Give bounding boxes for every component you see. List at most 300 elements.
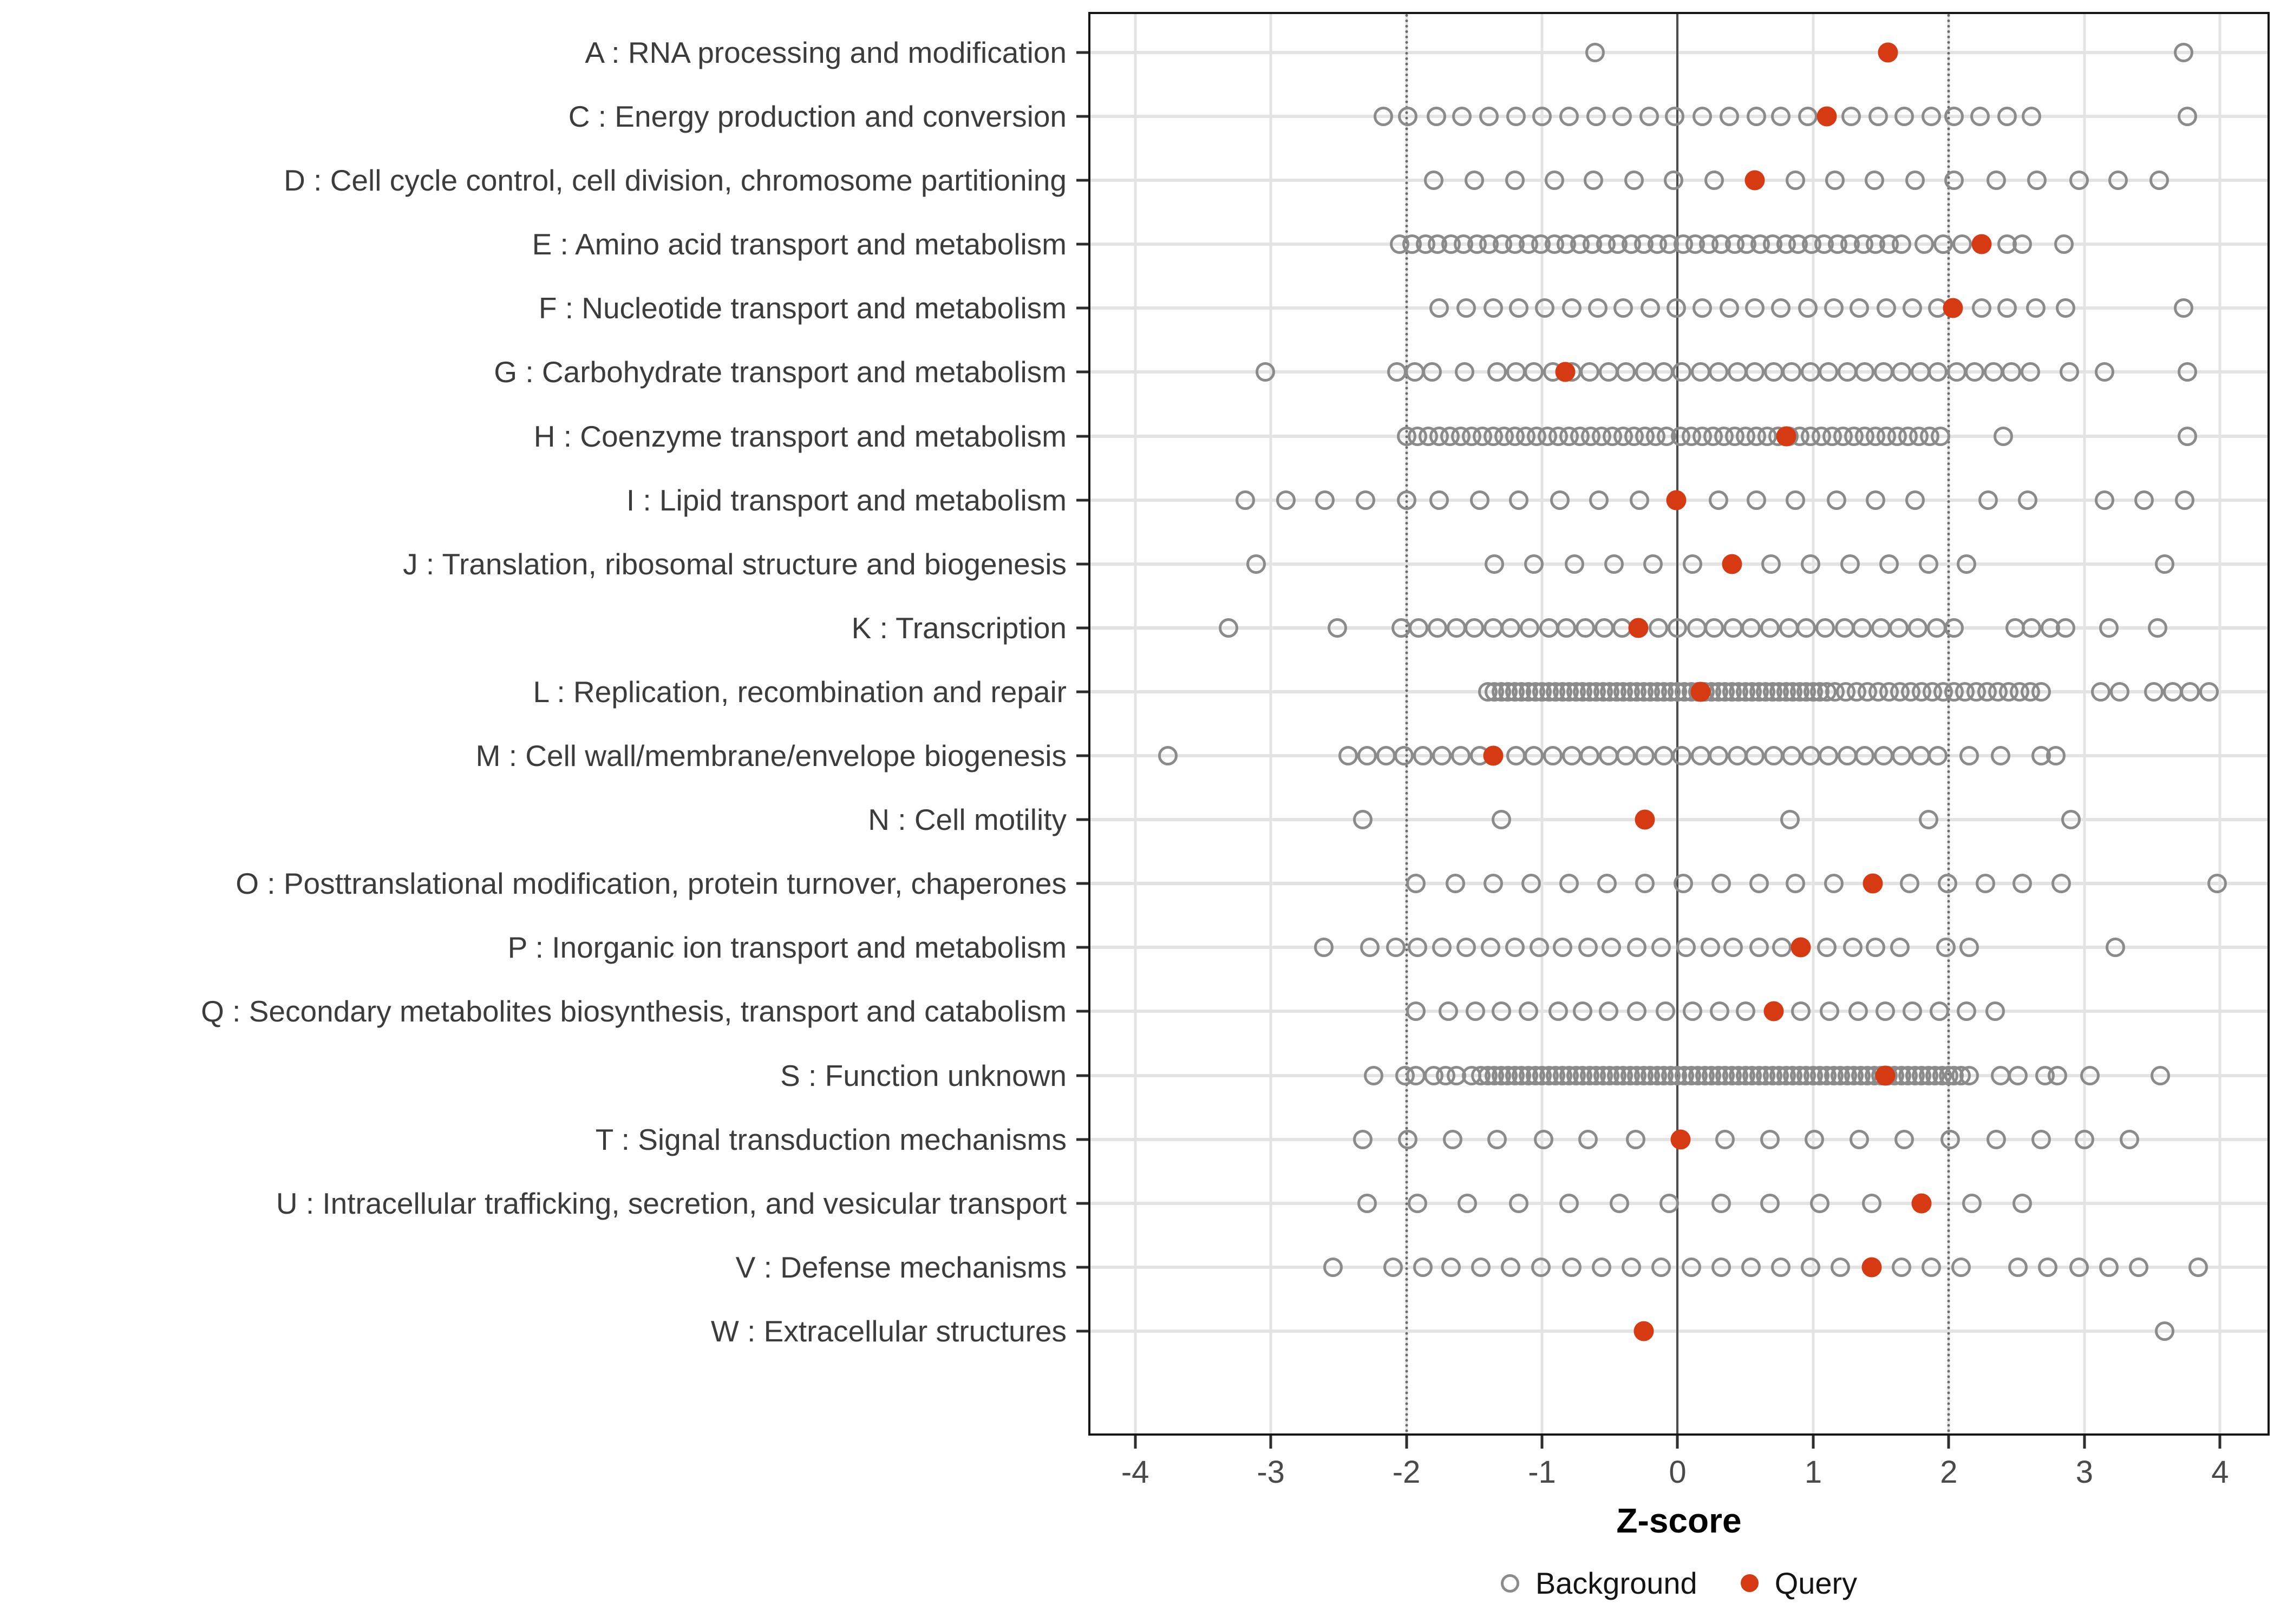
background-point (1641, 298, 1660, 318)
background-point (1771, 107, 1791, 126)
background-point (1801, 1258, 1820, 1277)
background-point (1360, 938, 1380, 957)
background-point (1635, 874, 1655, 893)
background-point (1862, 1194, 1881, 1213)
y-tick-mark (1076, 51, 1088, 54)
background-point (1616, 362, 1636, 382)
background-point (1627, 1001, 1646, 1021)
query-point (1628, 618, 1648, 638)
background-point (1509, 1194, 1528, 1213)
background-point (1786, 874, 1805, 893)
x-tick-mark (1812, 1436, 1814, 1449)
background-point (1562, 298, 1582, 318)
background-point (1850, 1130, 1869, 1149)
background-point (1584, 171, 1603, 190)
query-point (1666, 490, 1686, 510)
background-point (1610, 1194, 1629, 1213)
background-point (1723, 618, 1743, 638)
background-point (1328, 618, 1347, 638)
query-point (1670, 1129, 1690, 1149)
background-point (2022, 107, 2041, 126)
background-point (1796, 618, 1816, 638)
background-point (1984, 362, 2003, 382)
background-point (1451, 746, 1471, 765)
background-point (1545, 171, 1564, 190)
background-point (1602, 938, 1621, 957)
background-point (1928, 362, 1948, 382)
background-point (1711, 1194, 1731, 1213)
background-point (1987, 171, 2006, 190)
legend-item-query (1741, 1566, 1858, 1601)
background-point (2129, 1258, 2148, 1277)
background-point (1693, 107, 1712, 126)
y-tick-mark (1076, 1074, 1088, 1077)
background-point (1874, 746, 1893, 765)
y-tick-mark (1076, 946, 1088, 949)
background-point (1599, 362, 1618, 382)
background-point (2027, 171, 2047, 190)
background-point (1479, 107, 1499, 126)
background-point (1994, 427, 2013, 446)
background-point (1704, 618, 1724, 638)
background-point (2144, 682, 2164, 702)
background-point (1824, 298, 1844, 318)
background-point (1485, 554, 1504, 574)
background-point (1791, 1001, 1811, 1021)
background-point (1827, 490, 1846, 510)
background-point (2108, 171, 2128, 190)
background-point (1353, 1130, 1373, 1149)
vertical-gridline (1812, 14, 1814, 1433)
background-point (1991, 1066, 2010, 1085)
category-label: L : Replication, recombination and repair (533, 675, 1067, 709)
background-point (1997, 107, 2017, 126)
background-point (2148, 618, 2167, 638)
background-point (1905, 171, 1925, 190)
y-tick-mark (1076, 115, 1088, 117)
query-point-icon (1741, 1574, 1759, 1592)
background-point (2069, 1258, 2089, 1277)
background-point (1835, 618, 1854, 638)
category-label: D : Cell cycle control, cell division, chromosome partitioning (284, 163, 1067, 198)
category-label: Q : Secondary metabolites biosynthesis, transport and catabolism (201, 994, 1067, 1029)
background-point (1710, 1001, 1729, 1021)
query-point (1863, 874, 1883, 894)
query-point (1878, 42, 1898, 62)
background-point (1443, 1130, 1462, 1149)
background-point (1761, 554, 1781, 574)
background-point (1246, 554, 1266, 574)
background-point (1557, 618, 1576, 638)
y-tick-mark (1076, 626, 1088, 629)
background-point (1997, 298, 2017, 318)
category-label: V : Defense mechanisms (735, 1250, 1067, 1284)
background-point (1664, 171, 1683, 190)
query-point (1633, 1321, 1654, 1341)
background-point (1532, 107, 1552, 126)
background-point (1376, 746, 1396, 765)
background-point (1911, 746, 1930, 765)
background-point (1672, 746, 1691, 765)
background-point (1711, 1258, 1731, 1277)
background-point (2174, 43, 2193, 62)
background-point (1682, 1258, 1701, 1277)
background-point (2155, 1321, 2174, 1341)
vertical-gridline (1270, 14, 1272, 1433)
background-point (1801, 554, 1820, 574)
background-point (1643, 554, 1663, 574)
background-point (1728, 362, 1747, 382)
x-tick-label: -2 (1392, 1455, 1421, 1490)
background-point (1728, 746, 1747, 765)
background-point (1635, 746, 1655, 765)
background-point (1524, 362, 1544, 382)
x-tick-mark (1676, 1436, 1679, 1449)
background-point (1866, 490, 1885, 510)
background-point (1810, 1194, 1829, 1213)
background-point (2178, 107, 2197, 126)
background-point (1852, 618, 1872, 638)
background-point (1711, 874, 1731, 893)
category-label: G : Carbohydrate transport and metabolism (494, 355, 1067, 389)
background-point (1446, 874, 1465, 893)
x-tick-label: -1 (1528, 1455, 1556, 1490)
background-point (1578, 1130, 1598, 1149)
background-point (1505, 938, 1525, 957)
y-tick-mark (1076, 882, 1088, 885)
background-point (2012, 1194, 2032, 1213)
background-point (1315, 490, 1335, 510)
background-point (1911, 362, 1930, 382)
background-point (1506, 746, 1526, 765)
background-point (1892, 362, 1911, 382)
background-point (1952, 234, 1972, 254)
background-point (2207, 874, 2227, 893)
background-point (2012, 874, 2032, 893)
legend-label-background: Background (1535, 1566, 1697, 1600)
background-point (1819, 746, 1838, 765)
background-point (2022, 618, 2041, 638)
background-point (1613, 298, 1633, 318)
y-tick-mark (1076, 435, 1088, 437)
background-point (1668, 618, 1687, 638)
background-point (2095, 490, 2114, 510)
background-point (1919, 810, 1938, 829)
background-point (2048, 1066, 2067, 1085)
background-point (1427, 107, 1446, 126)
background-point (1413, 746, 1433, 765)
background-point (1521, 874, 1541, 893)
background-point (1519, 1001, 1538, 1021)
background-point (1357, 1194, 1377, 1213)
x-tick-label: 0 (1669, 1455, 1687, 1490)
background-point (1815, 618, 1835, 638)
background-point (1855, 362, 1874, 382)
background-point (2031, 1130, 2051, 1149)
background-point (1654, 746, 1674, 765)
background-point (1779, 618, 1799, 638)
background-point (2155, 554, 2174, 574)
background-point (2175, 490, 2194, 510)
background-point (1398, 1130, 1417, 1149)
background-point (1424, 171, 1443, 190)
background-point (1484, 298, 1503, 318)
background-point (1597, 874, 1617, 893)
category-label: I : Lipid transport and metabolism (626, 483, 1067, 517)
background-point (1938, 874, 1957, 893)
background-point (1709, 746, 1728, 765)
background-point (2163, 682, 2182, 702)
background-point (1487, 1130, 1507, 1149)
background-point (1865, 171, 1884, 190)
background-point (1780, 810, 1800, 829)
background-point (1978, 490, 1998, 510)
query-point (1555, 362, 1575, 382)
background-point (1817, 938, 1837, 957)
background-point (1256, 362, 1275, 382)
background-point (1276, 490, 1296, 510)
background-point (1667, 298, 1686, 318)
background-point (2008, 1066, 2028, 1085)
background-point (1534, 1130, 1553, 1149)
background-point (1962, 1194, 1982, 1213)
background-point (1824, 874, 1844, 893)
background-point (1627, 938, 1646, 957)
background-point (1422, 362, 1442, 382)
background-point (1868, 107, 1888, 126)
vertical-gridline (2219, 14, 2221, 1433)
background-point (1805, 1130, 1824, 1149)
background-point (1798, 107, 1818, 126)
category-label: W : Extracellular structures (710, 1314, 1067, 1348)
background-point (1622, 1258, 1641, 1277)
background-point (1559, 1194, 1579, 1213)
background-point (1922, 1258, 1941, 1277)
background-point (2120, 1130, 2139, 1149)
background-point (1825, 171, 1845, 190)
background-point (1944, 618, 1964, 638)
background-point (2038, 1258, 2057, 1277)
background-point (1747, 107, 1766, 126)
background-point (2021, 362, 2040, 382)
vertical-gridline (1134, 14, 1136, 1433)
background-point (1871, 618, 1891, 638)
background-point (1576, 618, 1595, 638)
background-point (1580, 362, 1599, 382)
background-point (1559, 874, 1579, 893)
background-point (1439, 1001, 1458, 1021)
background-point (1951, 1258, 1971, 1277)
background-point (1930, 1001, 1949, 1021)
background-point (1903, 298, 1922, 318)
y-tick-mark (1076, 818, 1088, 821)
background-point (1691, 362, 1710, 382)
background-point (1506, 362, 1526, 382)
background-point (1914, 234, 1934, 254)
reference-line-dotted (1405, 14, 1408, 1433)
background-point (1879, 554, 1899, 574)
background-point (1539, 618, 1559, 638)
legend (1088, 1566, 2270, 1601)
background-point (1387, 362, 1407, 382)
background-point (1565, 554, 1584, 574)
background-point (1745, 746, 1765, 765)
background-point (1580, 746, 1599, 765)
background-point (1455, 362, 1474, 382)
row-gridline (1090, 818, 2268, 821)
plot-panel (1088, 12, 2270, 1436)
background-point (2134, 490, 2154, 510)
background-point (1900, 874, 1919, 893)
category-label: A : RNA processing and modification (585, 35, 1067, 69)
y-tick-mark (1076, 179, 1088, 182)
background-point (1786, 171, 1805, 190)
legend-item-background (1501, 1566, 1697, 1601)
x-tick-mark (2219, 1436, 2221, 1449)
background-point (1709, 490, 1728, 510)
category-label: K : Transcription (851, 611, 1067, 645)
background-point (1892, 746, 1911, 765)
background-point (1801, 746, 1820, 765)
y-tick-mark (1076, 1330, 1088, 1333)
background-point (1487, 362, 1507, 382)
background-point (1760, 618, 1780, 638)
background-point (1831, 1258, 1850, 1277)
background-point (1492, 1001, 1511, 1021)
background-point (2069, 171, 2089, 190)
background-point (1987, 1130, 2006, 1149)
vertical-gridline (2083, 14, 2086, 1433)
background-point (1944, 171, 1964, 190)
background-point (2002, 362, 2021, 382)
background-point (2178, 362, 2197, 382)
background-point (2008, 1258, 2028, 1277)
background-point (1626, 1130, 1645, 1149)
y-tick-mark (1076, 1202, 1088, 1204)
background-point (1931, 427, 1950, 446)
background-point (1432, 938, 1452, 957)
background-point (1530, 938, 1549, 957)
background-point (1919, 554, 1938, 574)
background-point (1760, 1194, 1780, 1213)
category-label: T : Signal transduction mechanisms (595, 1122, 1067, 1156)
background-point (1456, 938, 1476, 957)
background-point (1736, 1001, 1755, 1021)
background-point (1452, 107, 1472, 126)
category-label: U : Intracellular trafficking, secretion, and vesicular transport (276, 1186, 1067, 1220)
background-point (2099, 1258, 2119, 1277)
background-point (1843, 938, 1863, 957)
background-point (1957, 554, 1976, 574)
background-point (1428, 618, 1447, 638)
background-point (1771, 298, 1791, 318)
background-point (1944, 107, 1964, 126)
background-point (2099, 618, 2119, 638)
background-point (1524, 554, 1544, 574)
background-point (1501, 618, 1520, 638)
background-point (1985, 1001, 2005, 1021)
background-point (1876, 1001, 1895, 1021)
background-point (1840, 554, 1860, 574)
background-point (1506, 107, 1526, 126)
background-point (1383, 1258, 1403, 1277)
background-point (1959, 938, 1979, 957)
background-point (1406, 1066, 1426, 1085)
background-point (1409, 618, 1428, 638)
x-tick-label: 2 (1940, 1455, 1958, 1490)
query-point (1817, 106, 1837, 126)
row-gridline (1090, 1266, 2268, 1269)
background-point (1509, 298, 1528, 318)
background-point (1562, 746, 1582, 765)
query-point (1722, 554, 1742, 574)
y-tick-mark (1076, 1010, 1088, 1013)
background-point (1927, 618, 1946, 638)
vertical-gridline (1541, 14, 1544, 1433)
background-point (1406, 874, 1426, 893)
query-point (1943, 298, 1963, 318)
x-tick-mark (1541, 1436, 1544, 1449)
background-point (1908, 618, 1927, 638)
background-point (2095, 362, 2114, 382)
background-point (1841, 107, 1861, 126)
x-tick-mark (1405, 1436, 1408, 1449)
background-point (1465, 171, 1484, 190)
background-point (1972, 298, 1991, 318)
background-point (2060, 362, 2079, 382)
x-tick-mark (1270, 1436, 1272, 1449)
background-point (1991, 746, 2010, 765)
background-point (1672, 362, 1691, 382)
background-point (1889, 618, 1909, 638)
background-point (1691, 746, 1710, 765)
background-point (1877, 298, 1896, 318)
background-point (1651, 1258, 1671, 1277)
y-tick-mark (1076, 499, 1088, 501)
background-point (1940, 1130, 1960, 1149)
background-point (1976, 874, 1995, 893)
background-point (1855, 746, 1874, 765)
background-point (1838, 362, 1857, 382)
background-point (1524, 746, 1544, 765)
background-point (1928, 746, 1948, 765)
background-point (1687, 618, 1707, 638)
background-point (1484, 618, 1503, 638)
background-point (1649, 618, 1668, 638)
background-point (1599, 1001, 1618, 1021)
background-point (1413, 1258, 1433, 1277)
x-tick-label: 1 (1804, 1455, 1822, 1490)
y-tick-mark (1076, 1138, 1088, 1141)
background-point (1782, 746, 1801, 765)
background-point (1749, 938, 1769, 957)
background-point (1715, 1130, 1735, 1149)
background-point (1588, 298, 1608, 318)
background-point (1892, 234, 1911, 254)
background-point (1612, 107, 1632, 126)
background-point (1704, 171, 1724, 190)
background-point (1838, 746, 1857, 765)
query-point (1912, 1193, 1932, 1213)
background-point (1957, 1001, 1976, 1021)
background-point-icon (1501, 1574, 1519, 1593)
query-point (1635, 810, 1655, 830)
background-point (1874, 362, 1893, 382)
background-point (1801, 362, 1820, 382)
background-point (1338, 746, 1358, 765)
background-point (1492, 810, 1511, 829)
background-point (1471, 1258, 1491, 1277)
